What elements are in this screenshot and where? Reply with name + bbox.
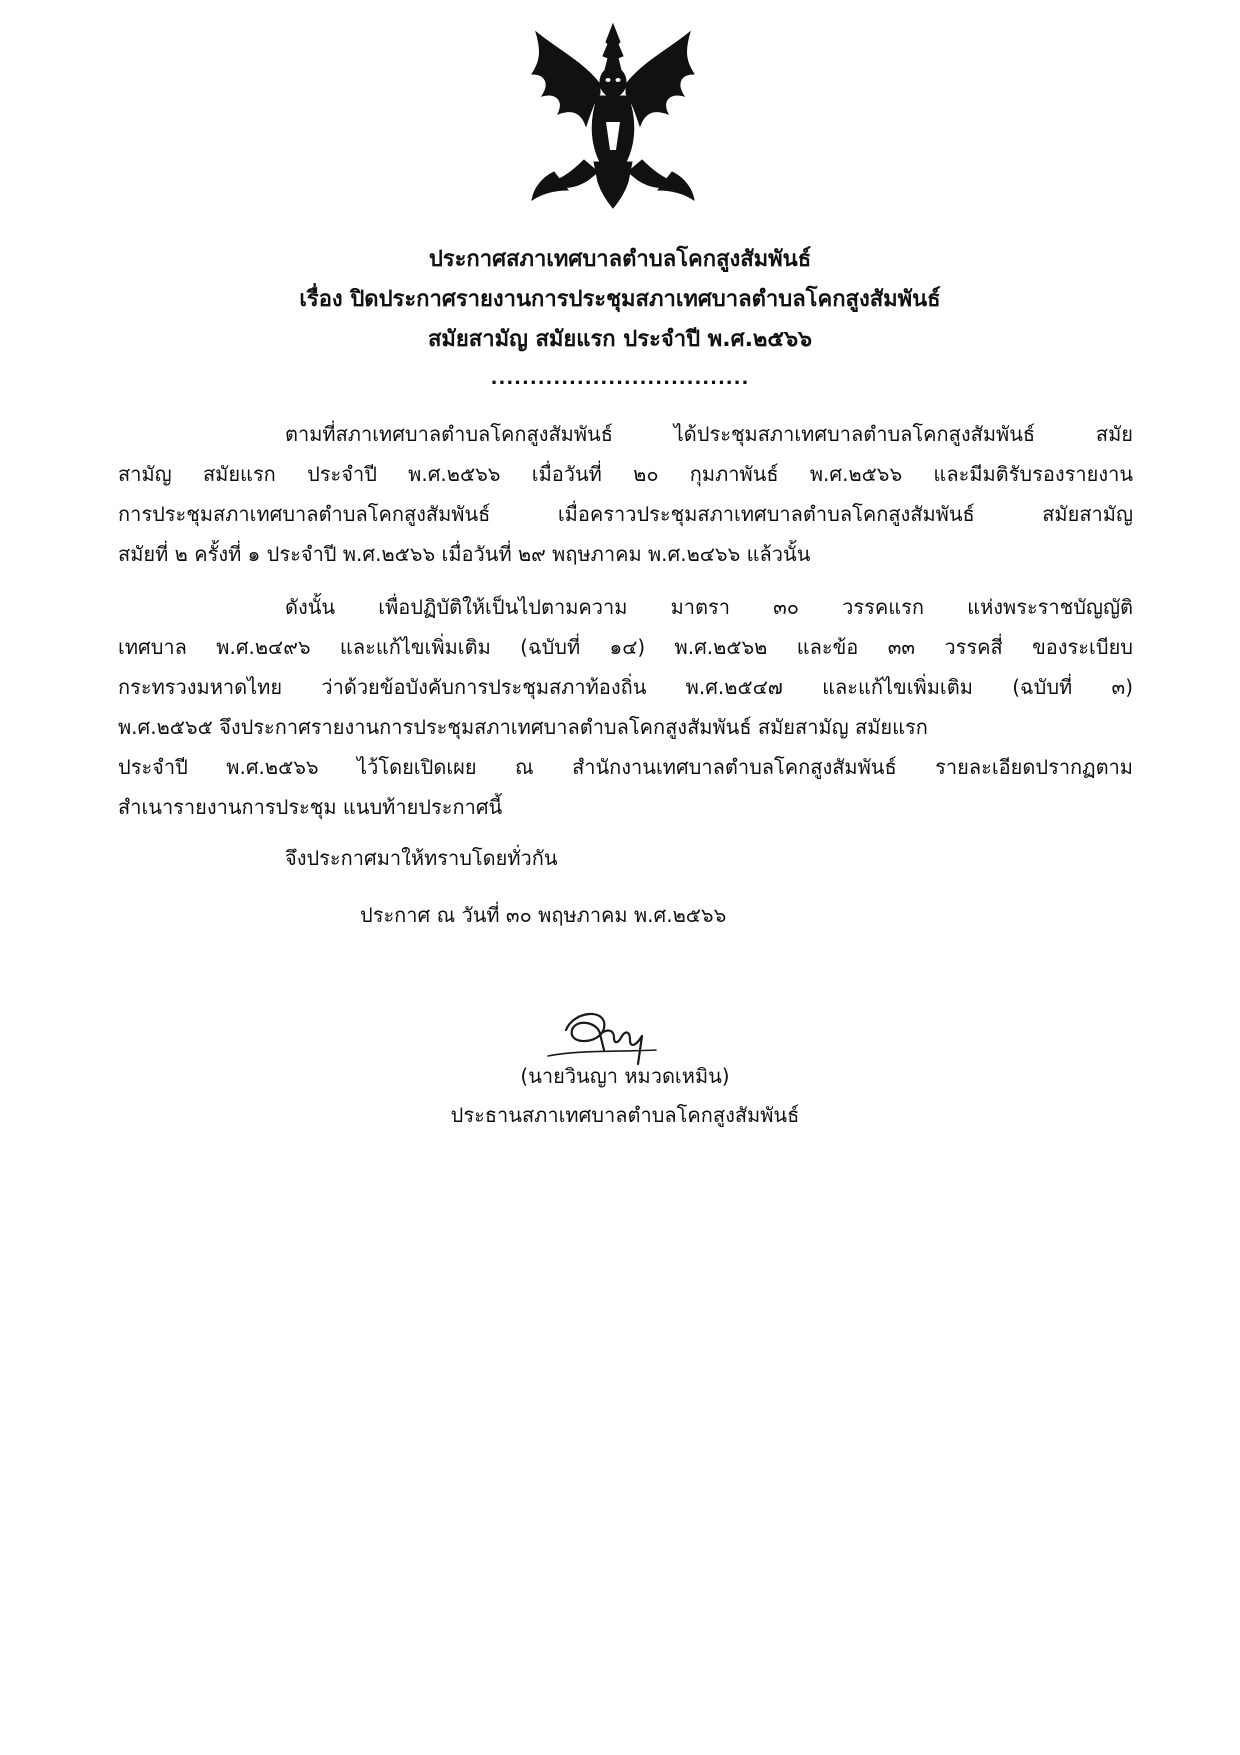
paragraph-line: กระทรวงมหาดไทย ว่าด้วยข้อบังคับการประชุมสภาท้องถิ่น พ.ศ.๒๕๔๗ และแก้ไขเพิ่มเติม (ฉบับที่ ๓) xyxy=(118,675,1133,699)
session-line: สมัยสามัญ สมัยแรก ประจำปี พ.ศ.๒๕๖๖ xyxy=(427,327,813,352)
paragraph-line: ตามที่สภาเทศบาลตำบลโคกสูงสัมพันธ์ ได้ประชุมสภาเทศบาลตำบลโคกสูงสัมพันธ์ สมัย xyxy=(285,422,1133,446)
paragraph-line: สามัญ สมัยแรก ประจำปี พ.ศ.๒๕๖๖ เมื่อวันที่ ๒๐ กุมภาพันธ์ พ.ศ.๒๕๖๖ และมีมติรับรองรายงาน xyxy=(118,462,1133,486)
title-separator: ................................. xyxy=(490,368,750,389)
subject-line: เรื่อง ปิดประกาศรายงานการประชุมสภาเทศบาลตำบลโคกสูงสัมพันธ์ xyxy=(299,287,941,312)
paragraph-line: การประชุมสภาเทศบาลตำบลโคกสูงสัมพันธ์ เมื่อคราวประชุมสภาเทศบาลตำบลโคกสูงสัมพันธ์ สมัยสามัญ xyxy=(118,502,1133,526)
announcement-date: ประกาศ ณ วันที่ ๓๐ พฤษภาคม พ.ศ.๒๕๖๖ xyxy=(360,903,727,927)
paragraph-line: สำเนารายงานการประชุม แนบท้ายประกาศนี้ xyxy=(118,795,503,819)
paragraph-line: ดังนั้น เพื่อปฏิบัติให้เป็นไปตามความ มาตรา ๓๐ วรรคแรก แห่งพระราชบัญญัติ xyxy=(285,595,1133,619)
closing-statement: จึงประกาศมาให้ทราบโดยทั่วกัน xyxy=(285,846,558,870)
paragraph-line: พ.ศ.๒๕๖๕ จึงประกาศรายงานการประชุมสภาเทศบาลตำบลโคกสูงสัมพันธ์ สมัยสามัญ สมัยแรก xyxy=(118,715,928,739)
signer-title: ประธานสภาเทศบาลตำบลโคกสูงสัมพันธ์ xyxy=(450,1103,800,1127)
paragraph-line: เทศบาล พ.ศ.๒๔๙๖ และแก้ไขเพิ่มเติม (ฉบับที่ ๑๔) พ.ศ.๒๕๖๒ และข้อ ๓๓ วรรคสี่ ของระเบียบ xyxy=(118,635,1133,659)
document-title-block xyxy=(0,240,1240,360)
paragraph-line: ประจำปี พ.ศ.๒๕๖๖ ไว้โดยเปิดเผย ณ สำนักงานเทศบาลตำบลโคกสูงสัมพันธ์ รายละเอียดปรากฏตาม xyxy=(118,755,1133,779)
body-paragraph-1 xyxy=(118,414,1133,574)
signer-name: (นายวินญา หมวดเหมิน) xyxy=(520,1064,730,1088)
announcement-title: ประกาศสภาเทศบาลตำบลโคกสูงสัมพันธ์ xyxy=(428,247,812,272)
paragraph-line: สมัยที่ ๒ ครั้งที่ ๑ ประจำปี พ.ศ.๒๕๖๖ เมื่อวันที่ ๒๙ พฤษภาคม พ.ศ.๒๔๖๖ แล้วนั้น xyxy=(118,542,811,566)
garuda-emblem-icon xyxy=(528,22,698,212)
body-paragraph-2 xyxy=(118,587,1133,827)
